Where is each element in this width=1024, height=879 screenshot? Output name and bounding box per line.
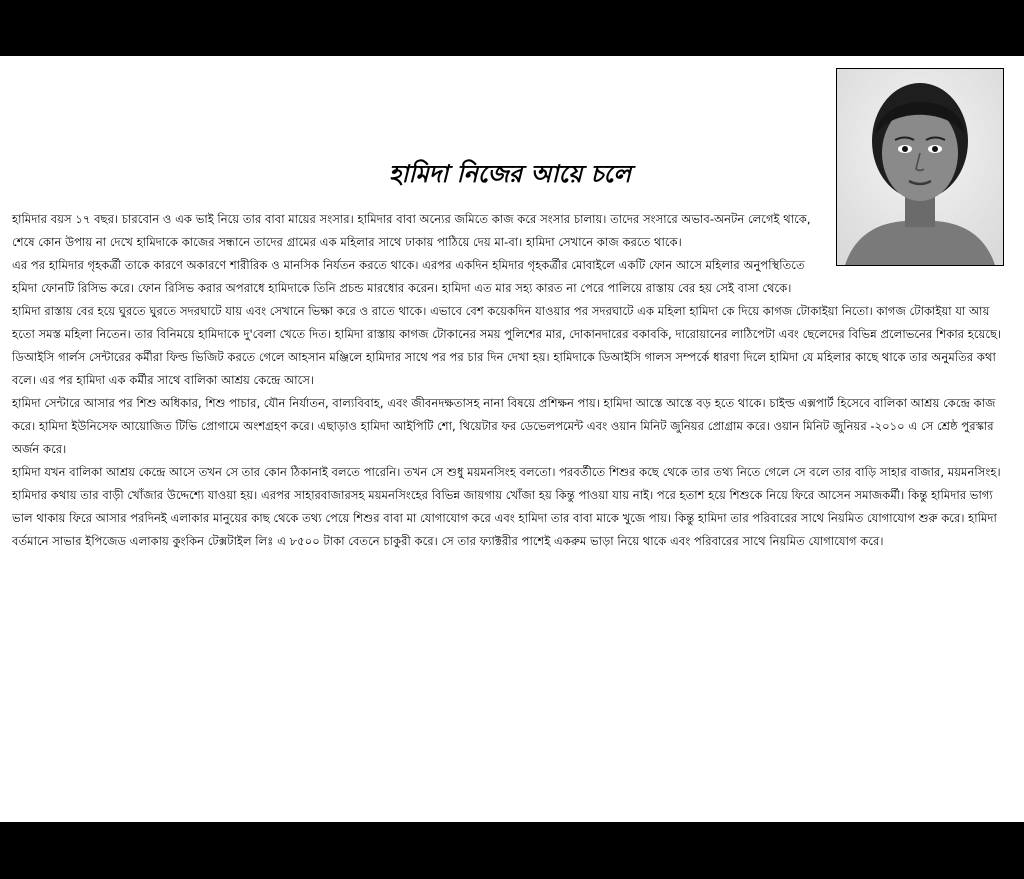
document-title: হামিদা নিজের আয়ে চলে <box>388 159 632 188</box>
paragraph: এর পর হামিদার গৃহকর্ত্রী তাকে কারণে অকারণে শারীরিক ও মানসিক নির্যতন করতে থাকে। এরপর একদিন হমিদার গৃহকর্ত্রীর মোবাইলে একটি ফোন আসে মহিলার অনুপস্থিতিতে হমিদা ফোনটি রিসিভ করে। ফোন রিসিভ করার অপরাধে হামিদাকে তিনি প্রচন্ড মারধোর করেন। হামিদা এত মার সহ্য কারত না পেরে পালিয়ে রাস্তায় বের হয় সেই বাসা থেকে। <box>12 258 805 295</box>
paragraph: হামিদা যখন বালিকা আশ্রয় কেন্দ্রে আসে তখন সে তার কোন ঠিকানাই বলতে পারেনি। তখন সে শুধু ময়মনসিংহ বলতো। পরবর্তীতে শিশুর কছে থেকে তার তথ্য নিতে গেলে সে বলে তার বাড়ি সাহার বাজার, ময়মনসিংহ। হামিদার কথায় তার বাড়ী খোঁজার উদ্দেশ্যে যাওয়া হয়। এরপর সাহারবাজারসহ ময়মনসিংহের বিভিন্ন জায়গায় খোঁজা হয় কিন্তু পাওয়া যায় নাই। পরে হতাশ হয়ে শিশুকে নিয়ে ফিরে আসেন সমাজকর্মী। কিন্তু হামিদার ভাগ্য ভাল থাকায় ফিরে আসার পরদিনই এলাকার মানুয়ের কাছ থেকে তথ্য পেয়ে শিশুর বাবা মা যোগাযোগ করে এবং হামিদা তার বাবা মাকে খুজে পায়। কিন্তু হামিদা তার পরিবারের সাথে নিয়মিত যোগাযোগ শুরু করে। হামিদা বর্তমানে সাভার ইপিজেড এলাকায় কুংকিন টেক্সটাইল লিঃ এ ৮৫০০ টাকা বেতনে চাকুরী করে। সে তার ফ্যাক্টরীর পাশেই একরুম ভাড়া নিয়ে থাকে এবং পরিবারের সাথে নিয়মিত যোগাযোগ করে। <box>12 465 1001 548</box>
paragraph: হামিদা রাস্তায় বের হয়ে ঘুরতে ঘুরতে সদরঘাটে যায় এবং সেখানে ভিক্ষা করে ও রাতে থাকে। এভাবে বেশ কয়েকদিন যাওয়ার পর সদরঘাটে এক মহিলা হামিদা কে দিয়ে কাগজ টোকাইয়া নিতো। কাগজ টোকাইয়া যা আয় হতো সমস্ত মহিলা নিতেন। তার বিনিময়ে হামিদাকে দু'বেলা খেতে দিত। হামিদা রাস্তায় কাগজ টোকানের সময় পুলিশের মার, দোকানদারের বকাবকি, দারোয়ানের লাঠিপেটা এবং ছেলেদের বিভিন্ন প্রলোভনের শিকার হয়েছে। <box>12 304 1002 341</box>
top-black-bar <box>0 0 1024 56</box>
paragraph: হামিদা সেন্টারে আসার পর শিশু অধিকার, শিশু পাচার, যৌন নির্যাতন, বাল্যবিবাহ, এবং জীবনদক্ষতাসহ নানা বিষয়ে প্রশিক্ষন পায়। হামিদা আস্তে আস্তে বড় হতে থাকে। চাইল্ড এক্সপার্ট হিসেবে বালিকা আশ্রয় কেন্দ্রে কাজ করে। হামিদা ইউনিসেফ আয়োজিত টিভি প্রোগামে অংশগ্রহণ করে। এছাড়াও হামিদা আইপিটি শো, থিয়েটার ফর ডেভেলপমেন্ট এবং ওয়ান মিনিট জুনিয়র প্রোগ্রাম করে। ওয়ান মিনিট জুনিয়র -২০১০ এ সে শ্রেষ্ঠ পুরস্কার অর্জন করে। <box>12 396 996 456</box>
paragraph: ডিআইসি গার্লস সেন্টারের কর্মীরা ফিল্ড ভিজিট করতে গেলে আহসান মঞ্জিলে হামিদার সাথে পর পর চার দিন দেখা হয়। হামিদাকে ডিআইসি গালস সম্পর্কে ধারণা দিলে হামিদা যে মহিলার কাছে থাকে তার অনুমতির কথা বলে। এর পর হামিদা এক কর্মীর সাথে বালিকা আশ্রয় কেন্দ্রে আসে। <box>12 350 996 387</box>
bottom-black-bar <box>0 822 1024 879</box>
document-body <box>12 208 1014 553</box>
paragraph: হামিদার বয়স ১৭ বছর। চারবোন ও এক ভাই নিয়ে তার বাবা মায়ের সংসার। হামিদার বাবা অন্যের জমিতে কাজ করে সংসার চালায়। তাদের সংসারে অভাব-অনটন লেগেই থাকে, শেষে কোন উপায় না দেখে হামিদাকে কাজের সন্ধানে তাদের গ্রামের এক মহিলার সাথে ঢাকায় পাঠিয়ে দেয় মা-বা। হামিদা সেখানে কাজ করতে থাকে। <box>12 212 811 249</box>
document-page <box>0 56 1024 822</box>
